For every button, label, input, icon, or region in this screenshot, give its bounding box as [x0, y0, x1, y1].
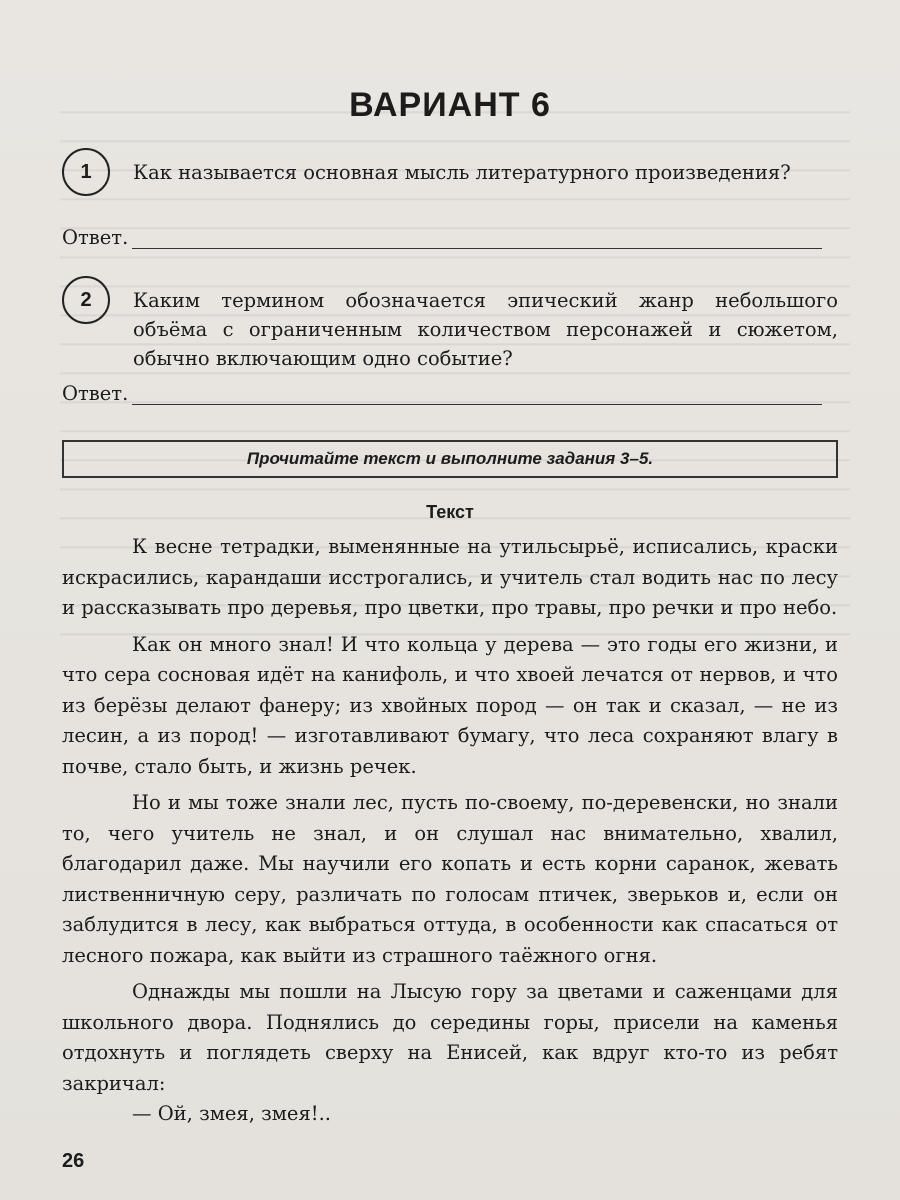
paragraph-1: К весне тетрадки, выменянные на утильсырьё, исписались, краски искрасились, карандаши исстрогались, и учитель стал водить нас по лесу и рассказывать про деревья, про цветки, про травы, про речки и про небо.	[62, 535, 838, 619]
answer-label-2: Ответ.	[62, 382, 129, 405]
text-heading: Текст	[426, 502, 474, 522]
page-number: 26	[62, 1150, 85, 1172]
reading-text	[62, 532, 838, 1136]
answer-label-1: Ответ.	[62, 226, 129, 249]
answer-line-1[interactable]	[132, 226, 822, 249]
question-text-2: Каким термином обозначается эпический жанр небольшого объёма с ограниченным количеством персонажей и сюжетом, обычно включающим одно событие?	[133, 289, 838, 370]
question-number-1: 1	[62, 148, 110, 196]
question-text-1: Как называется основная мысль литературного произведения?	[133, 161, 791, 184]
variant-title: ВАРИАНТ 6	[349, 86, 551, 124]
answer-row-2	[62, 382, 822, 405]
paragraph-2: Как он много знал! И что кольца у дерева — это годы его жизни, и что сера сосновая идёт на канифоль, и что хвоей лечатся от нервов, и что из берёзы делают фанеру; из хвойных пород — он так и сказал, — не из лесин, а из пород! — изготавливают бумагу, что леса сохраняют влагу в почве, стало быть, и жизнь речек.	[62, 632, 838, 778]
paragraph-4: Однажды мы пошли на Лысую гору за цветами и саженцами для школьного двора. Поднялись до середины горы, присели на каменья отдохнуть и поглядеть сверху на Енисей, как вдруг кто-то из ребят закричал:	[62, 980, 838, 1095]
instruction-text: Прочитайте текст и выполните задания 3–5.	[246, 449, 654, 468]
paragraph-5: — Ой, змея, змея!..	[132, 1102, 331, 1125]
answer-row-1	[62, 226, 822, 249]
question-number-2: 2	[62, 276, 110, 324]
paragraph-3: Но и мы тоже знали лес, пусть по-своему, по-деревенски, но знали то, чего учитель не знал, и он слушал нас внимательно, хвалил, благодарил даже. Мы научили его копать и есть корни саранок, жевать лиственничную серу, различать по голосам птичек, зверьков и, если он заблудится в лесу, как выбраться оттуда, в особенности как спасаться от лесного пожара, как выйти из страшного таёжного огня.	[62, 791, 838, 967]
instruction-box	[62, 440, 838, 478]
answer-line-2[interactable]	[132, 382, 822, 405]
